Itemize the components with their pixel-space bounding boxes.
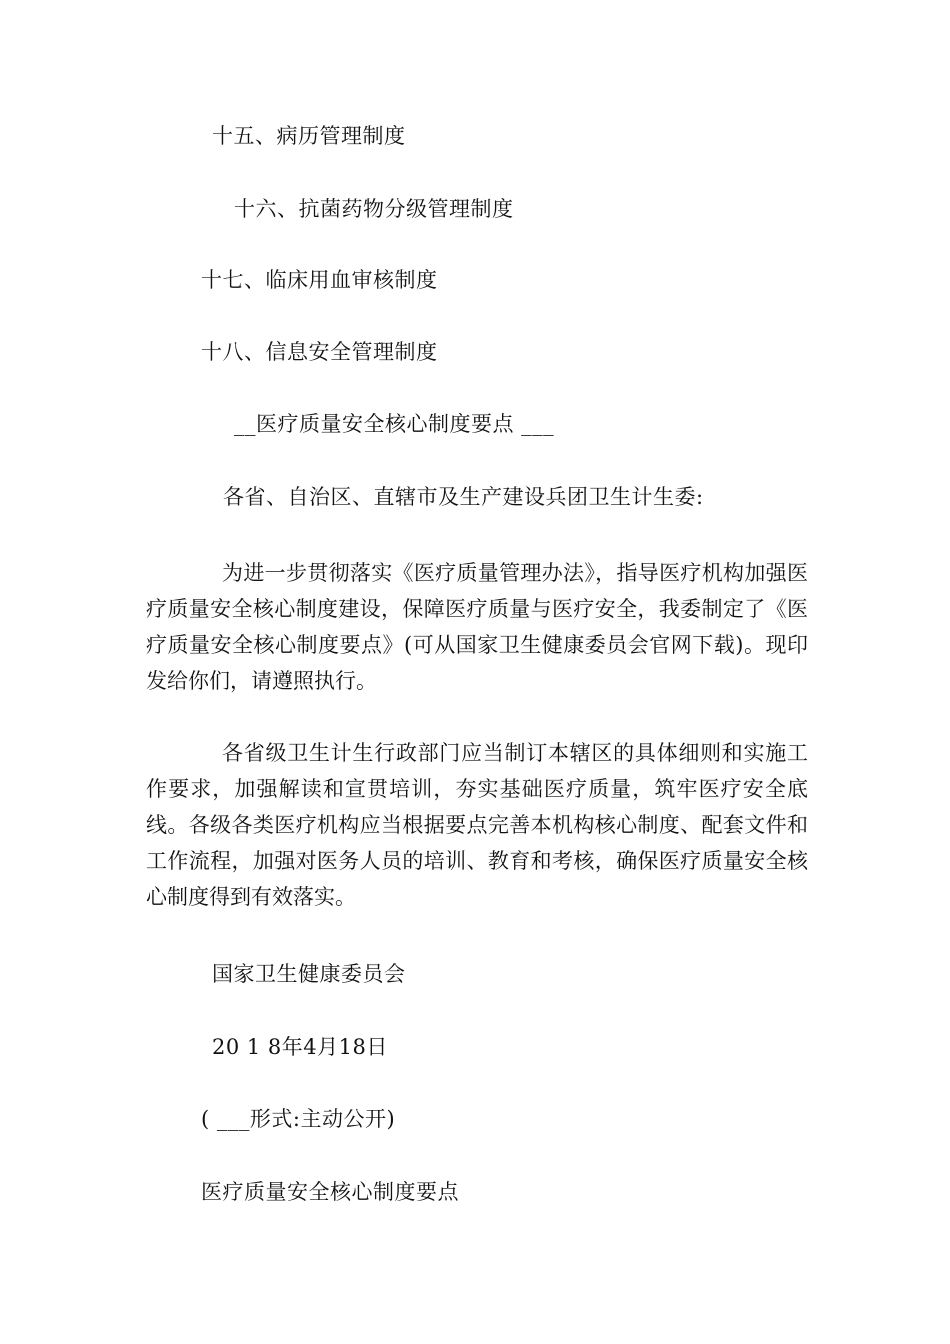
section-heading: __医疗质量安全核心制度要点 ___: [234, 412, 555, 436]
disclosure-note: ( ___形式:主动公开): [201, 1107, 396, 1131]
list-item: 十七、临床用血审核制度: [201, 268, 438, 292]
paragraph-text: 为进一步贯彻落实《医疗质量管理办法》，指导医疗机构加强医疗质量安全核心制度建设，保障医疗质量与医疗安全，我委制定了《医疗质量安全核心制度要点》(可从国家卫生健康委员会官网下载)。现印发给你们，请遵照执行。: [146, 561, 808, 693]
paragraph-text: 各省级卫生计生行政部门应当制订本辖区的具体细则和实施工作要求，加强解读和宣贯培训，夯实基础医疗质量，筑牢医疗安全底线。各级各类医疗机构应当根据要点完善本机构核心制度、配套文件和工作流程，加强对医务人员的培训、教育和考核，确保医疗质量安全核心制度得到有效落实。: [146, 741, 808, 909]
list-item: 十六、抗菌药物分级管理制度: [234, 197, 514, 221]
closing-title: 医疗质量安全核心制度要点: [201, 1180, 459, 1204]
paragraph-requirements: [146, 735, 808, 915]
signature: 国家卫生健康委员会: [212, 962, 406, 986]
date: 20 1 8年4月18日: [212, 1035, 388, 1059]
salutation: 各省、自治区、直辖市及生产建设兵团卫生计生委:: [223, 485, 704, 509]
list-item: 十八、信息安全管理制度: [201, 340, 438, 364]
list-item: 十五、病历管理制度: [212, 124, 406, 148]
paragraph-notice: [146, 555, 808, 699]
